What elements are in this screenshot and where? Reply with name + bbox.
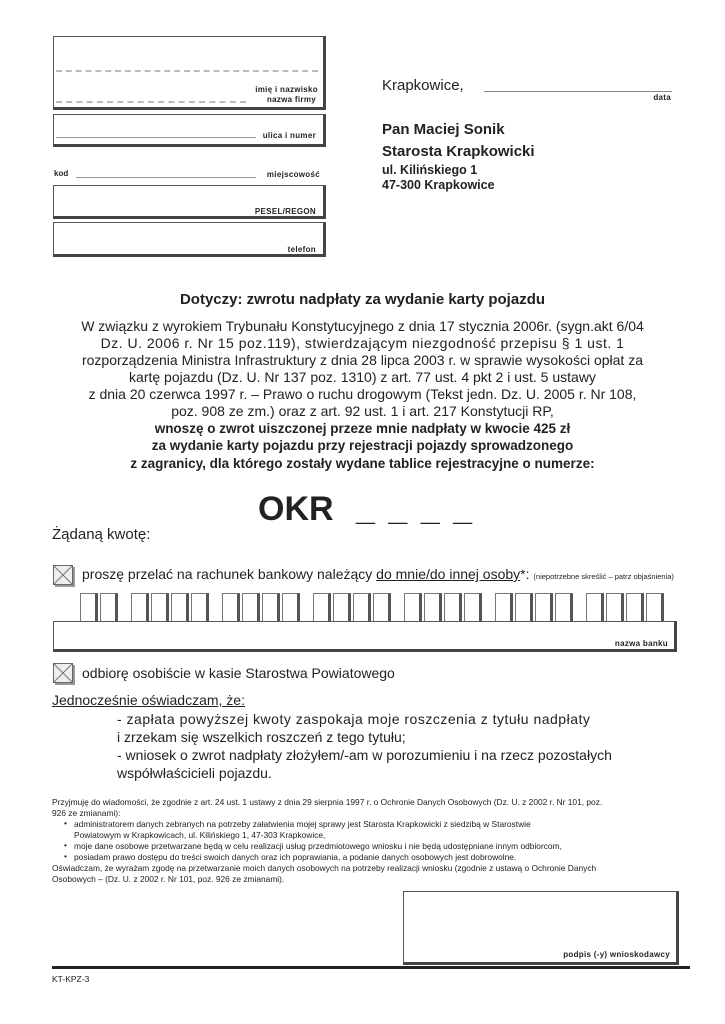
addressee-title: Starosta Krapkowicki — [382, 143, 535, 160]
addressee-name: Pan Maciej Sonik — [382, 121, 505, 138]
date-label: data — [653, 93, 671, 102]
cross-icon — [54, 566, 72, 584]
request-line-2: za wydanie karty pojazdu przy rejestracji pojazdy sprowadzonego — [151, 438, 574, 453]
name-label: imię i nazwisko — [255, 85, 318, 94]
bank-name-label: nazwa banku — [614, 639, 668, 648]
bullet-icon: • — [64, 851, 67, 861]
subject-heading: Dotyczy: zwrotu nadpłaty za wydanie karty pojazdu — [179, 291, 546, 308]
date-line[interactable] — [484, 91, 672, 92]
declaration-line-3: - wniosek o zwrot nadpłaty złożyłem/-am w porozumieniu i na rzecz pozostałych — [117, 747, 612, 763]
declaration-line-4: współwłaścicieli pojazdu. — [117, 765, 272, 781]
privacy-bullet-1a: administratorem danych zebranych na potrzeby załatwienia mojej sprawy jest Starosta Krapkowicki z siedzibą w Starostwie — [74, 819, 531, 829]
privacy-bullet-3: posiadam prawo dostępu do treści swoich danych oraz ich poprawiania, a podanie danych osobowych jest dobrowolne. — [74, 852, 517, 862]
transfer-note: (niepotrzebne skreślić – patrz objaśnienia) — [533, 572, 674, 581]
plate-blank[interactable]: _ _ _ _ — [356, 490, 474, 528]
privacy-bullet-1b: Powiatowym w Krapkowicach, ul. Kilińskiego 1, 47-303 Krapkowice, — [74, 830, 326, 840]
body-line-5: z dnia 20 czerwca 1997 r. – Prawo o ruchu drogowym (Tekst jedn. Dz. U. 2005 r. Nr 108, — [88, 386, 637, 402]
addressee-postal: 47-300 Krapkowice — [382, 178, 495, 192]
body-line-6: poz. 908 ze zm.) oraz z art. 92 ust. 1 i art. 217 Konstytucji RP, — [171, 403, 554, 419]
street-label: ulica i numer — [262, 131, 316, 140]
postal-code-label: kod — [54, 169, 69, 178]
request-line-1: wnoszę o zwrot uiszczonej przeze mnie nadpłaty w kwocie 425 zł — [154, 421, 571, 436]
body-line-3: rozporządzenia Ministra Infrastruktury z dnia 28 lipca 2003 r. w sprawie wysokości opłat za — [81, 352, 644, 368]
declaration-line-1: - zapłata powyższej kwoty zaspokaja moje roszczenia z tytułu nadpłaty — [117, 711, 591, 727]
bullet-icon: • — [64, 818, 67, 828]
owner-choice[interactable]: do mnie/do innej osoby — [376, 566, 521, 582]
name-dash-line-1 — [56, 70, 318, 72]
addressee-street: ul. Kilińskiego 1 — [382, 163, 478, 177]
privacy-bullet-2: moje dane osobowe przetwarzane będą w celu realizacji usług przedmiotowego wniosku i nie będą udostępniane innym odbiorcom, — [74, 841, 562, 851]
plate-prefix: OKR — [258, 490, 334, 528]
privacy-para-1a: Przyjmuję do wiadomości, że zgodnie z art. 24 ust. 1 ustawy z dnia 29 sierpnia 1997 r. o Ochronie Danych Osobowych (Dz. U. z 2002 r. Nr 101, poz. — [52, 797, 603, 807]
declaration-heading: Jednocześnie oświadczam, że: — [52, 692, 245, 708]
request-line-3: z zagranicy, dla którego zostały wydane tablice rejestracyjne o numerze: — [130, 456, 595, 471]
body-line-1: W związku z wyrokiem Trybunału Konstytucyjnego z dnia 17 stycznia 2006r. (sygn.akt 6/04 — [81, 318, 644, 334]
bottom-rule — [52, 966, 690, 969]
privacy-para-2a: Oświadczam, że wyrażam zgodę na przetwarzanie moich danych osobowych na potrzeby realizacji wniosku (zgodnie z ustawą o Ochronie Danych — [52, 863, 597, 873]
transfer-checkbox[interactable] — [53, 565, 73, 585]
place-city: Krapkowice, — [382, 77, 464, 94]
company-label: nazwa firmy — [266, 95, 316, 104]
amount-label: Żądaną kwotę: — [52, 526, 151, 543]
cash-option-text: odbiorę osobiście w kasie Starostwa Powiatowego — [82, 665, 395, 681]
transfer-option-text — [82, 566, 674, 582]
bullet-icon: • — [64, 840, 67, 850]
city-label: miejscowość — [266, 170, 320, 179]
cash-checkbox[interactable] — [53, 663, 73, 683]
privacy-para-2b: Osobowych – (Dz. U. z 2002 r. Nr 101, poz. 926 ze zmianami). — [52, 874, 285, 884]
form-code: KT-KPZ-3 — [52, 974, 90, 984]
signature-label: podpis (-y) wnioskodawcy — [563, 950, 670, 959]
declaration-line-2: i zrzekam się wszelkich roszczeń z tego tytułu; — [117, 729, 406, 745]
phone-label: telefon — [287, 245, 316, 254]
privacy-para-1b: 926 ze zmianami): — [52, 808, 121, 818]
transfer-text: proszę przelać na rachunek bankowy należący — [82, 566, 377, 582]
cross-icon — [54, 664, 72, 682]
body-line-4: kartę pojazdu (Dz. U. Nr 137 poz. 1310) z art. 77 ust. 4 pkt 2 i ust. 5 ustawy — [129, 369, 596, 385]
pesel-label: PESEL/REGON — [254, 207, 316, 216]
asterisk: *: — [520, 566, 530, 582]
body-line-2: Dz. U. 2006 r. Nr 15 poz.119), stwierdzającym niezgodność przepisu § 1 ust. 1 — [100, 335, 625, 351]
